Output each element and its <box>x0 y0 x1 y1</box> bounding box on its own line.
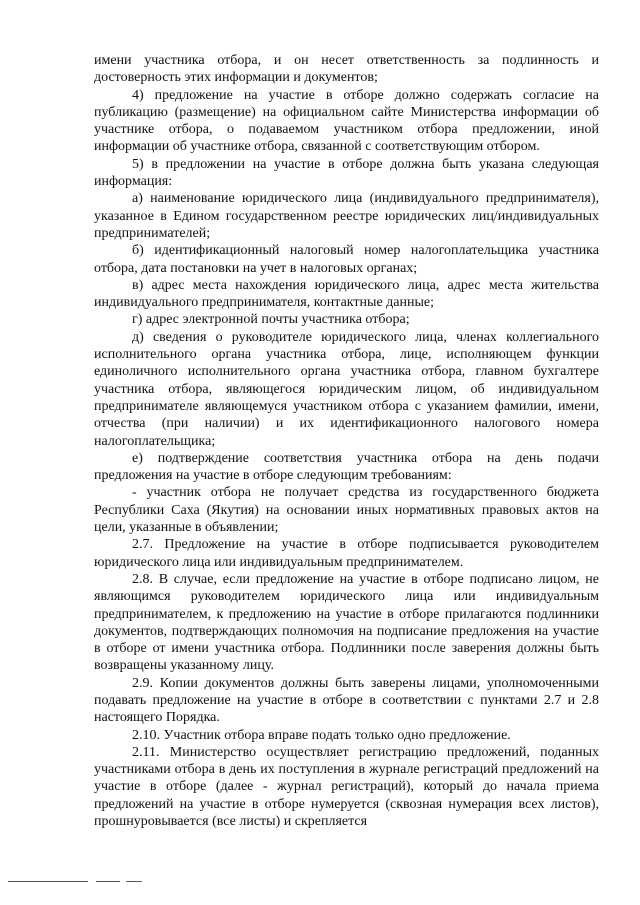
paragraph-continuation: имени участника отбора, и он несет ответственность за подлинность и достоверность этих информации и документов; <box>94 53 599 86</box>
paragraph-2-10: 2.10. Участник отбора вправе подать только одно предложение. <box>132 727 511 743</box>
paragraph-requirement: - участник отбора не получает средства из государственного бюджета Республики Саха (Якутия) на основании иных нормативных правовых актов на цели, указанные в объявлении; <box>94 485 599 536</box>
paragraph-subitem-d: д) сведения о руководителе юридического лица, членах коллегиального исполнительного органа участника отбора, лице, исполняющем функции единоличного исполнительного органа участника отбора, главном бухгалтере участника отбора, являющегося юридическим лицом, об индивидуальном предпринимателе являющемуся участником отбора с указанием фамилии, имени, отчества (при наличии) и их идентификационного налогового номера налогоплательщика; <box>94 329 599 449</box>
footer-rule <box>8 881 88 882</box>
document-body <box>94 52 599 830</box>
paragraph-subitem-b: б) идентификационный налоговый номер налогоплательщика участника отбора, дата постановки на учет в налоговых органах; <box>94 243 599 276</box>
paragraph-2-11: 2.11. Министерство осуществляет регистрацию предложений, поданных участниками отбора в день их поступления в журнале регистраций предложений на участие в отборе (далее - журнал регистраций), который до начала приема предложений на участие в отборе нумеруется (сквозная нумерация всех листов), прошнуровывается (все листы) и скрепляется <box>94 744 599 830</box>
paragraph-item-5: 5) в предложении на участие в отборе должна быть указана следующая информация: <box>94 156 599 190</box>
paragraph-subitem-g: г) адрес электронной почты участника отбора; <box>132 312 410 328</box>
paragraph-2-8: 2.8. В случае, если предложение на участие в отборе подписано лицом, не являющимся руководителем юридического лица или индивидуальным предпринимателем, к предложению на участие в отборе прилагаются подлинники документов, подтверждающих полномочия на подписание предложения на участие в отборе от имени участника отбора. Подлинники после заверения должны быть возвращены указанному лицу. <box>94 571 599 674</box>
paragraph-2-9: 2.9. Копии документов должны быть заверены лицами, уполномоченными подавать предложение на участие в отборе в соответствии с пунктами 2.7 и 2.8 настоящего Порядка. <box>94 675 599 726</box>
paragraph-2-7: 2.7. Предложение на участие в отборе подписывается руководителем юридического лица или индивидуальным предпринимателем. <box>94 537 599 570</box>
footer-rule-segment <box>126 881 142 882</box>
paragraph-subitem-v: в) адрес места нахождения юридического лица, адрес места жительства индивидуального предпринимателя, контактные данные; <box>94 277 599 311</box>
paragraph-subitem-a: а) наименование юридического лица (индивидуального предпринимателя), указанное в Едином государственном реестре юридических лиц/индивидуальных предпринимателей; <box>94 191 599 241</box>
paragraph-item-4: 4) предложение на участие в отборе должно содержать согласие на публикацию (размещение) на официальном сайте Министерства информации об участнике отбора, о подаваемом участником отбора предложении, иной информации об участнике отбора, связанной с соответствующим отбором. <box>94 87 599 155</box>
paragraph-subitem-e: е) подтверждение соответствия участника отбора на день подачи предложения на участие в отборе следующим требованиям: <box>94 450 599 484</box>
footer-rule-segment <box>96 881 120 882</box>
